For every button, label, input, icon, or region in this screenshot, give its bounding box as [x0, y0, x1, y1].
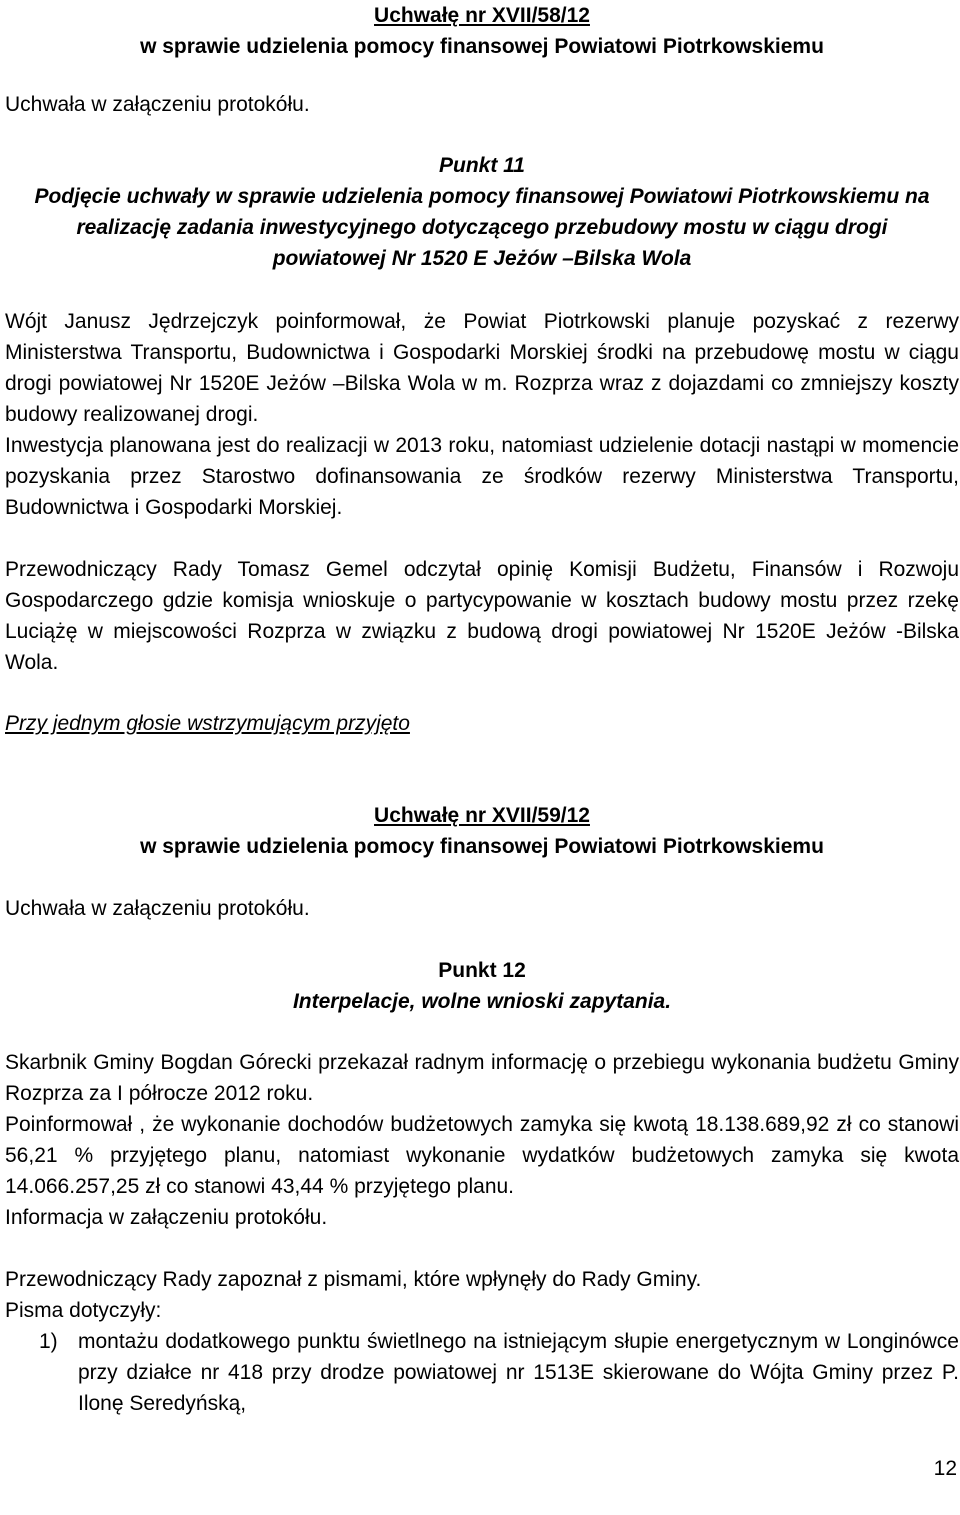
resolution-title: Uchwałę nr XVII/59/12	[374, 804, 590, 827]
page-number: 12	[933, 1457, 957, 1480]
resolution-block-1	[5, 0, 959, 62]
list-item	[5, 1326, 959, 1419]
resolution-title: Uchwałę nr XVII/58/12	[374, 4, 590, 27]
paragraph: Skarbnik Gminy Bogdan Górecki przekazał radnym informację o przebiegu wykonania budżetu Gminy Rozprza za I półrocze 2012 roku.	[5, 1051, 959, 1105]
point-heading: Punkt 11	[439, 154, 525, 177]
paragraph: Informacja w załączeniu protokółu.	[5, 1206, 328, 1229]
point-heading: Punkt 12	[438, 959, 526, 982]
vote-result: Przy jednym głosie wstrzymującym przyjęto	[5, 712, 410, 735]
point-subject-line: realizację zadania inwestycyjnego dotyczącego przebudowy mostu w ciągu drogi	[76, 216, 888, 239]
point-subject-line: powiatowej Nr 1520 E Jeżów –Bilska Wola	[272, 247, 692, 270]
attachment-note: Uchwała w załączeniu protokółu.	[5, 897, 310, 920]
letters-label: Pisma dotyczyły:	[5, 1299, 162, 1322]
paragraph: Wójt Janusz Jędrzejczyk poinformował, że Powiat Piotrkowski planuje pozyskać z rezerwy Ministerstwa Transportu, Budownictwa i Gospodarki Morskiej środki na przebudowę mostu w ciągu drogi powiatowej Nr 1520E Jeżów –Bilska Wola w m. Rozprza wraz z dojazdami co zmniejszy koszty budowy realizowanej drogi.	[5, 310, 959, 426]
paragraph: Przewodniczący Rady Tomasz Gemel odczytał opinię Komisji Budżetu, Finansów i Rozwoju Gospodarczego gdzie komisja wnioskuje o partycypowanie w kosztach budowy mostu przez rzekę Luciążę w miejscowości Rozprza w związku z budową drogi powiatowej Nr 1520E Jeżów -Bilska Wola.	[5, 558, 959, 674]
resolution-subtitle: w sprawie udzielenia pomocy finansowej Powiatowi Piotrkowskiemu	[140, 835, 824, 858]
point-11-body	[5, 306, 959, 523]
vote-result-block	[5, 708, 959, 739]
committee-opinion	[5, 554, 959, 678]
resolution-note	[5, 89, 959, 120]
attachment-note: Uchwała w załączeniu protokółu.	[5, 93, 310, 116]
point-subject: Interpelacje, wolne wnioski zapytania.	[292, 990, 672, 1013]
point-subject-line: Podjęcie uchwały w sprawie udzielenia pomocy finansowej Powiatowi Piotrkowskiemu na	[34, 185, 930, 208]
paragraph: Poinformował , że wykonanie dochodów budżetowych zamyka się kwotą 18.138.689,92 zł co stanowi 56,21 % przyjętego planu, natomiast wykonanie wydatków budżetowych zamyka się kwota 14.066.257,25 zł co stanowi 43,44 % przyjętego planu.	[5, 1113, 959, 1198]
list-item-text: montażu dodatkowego punktu świetlnego na istniejącym słupie energetycznym w Longinówce przy działce nr 418 przy drodze powiatowej nr 1513E skierowane do Wójta Gminy przez P. Ilonę Seredyńską,	[78, 1330, 959, 1415]
resolution-note	[5, 893, 959, 924]
resolution-block-2	[5, 800, 959, 862]
point-11-heading-block	[5, 150, 959, 274]
letters-block	[5, 1264, 959, 1419]
point-12-body	[5, 1047, 959, 1233]
point-12-heading-block	[5, 955, 959, 1017]
paragraph: Przewodniczący Rady zapoznał z pismami, które wpłynęły do Rady Gminy.	[5, 1268, 702, 1291]
paragraph: Inwestycja planowana jest do realizacji w 2013 roku, natomiast udzielenie dotacji nastąpi w momencie pozyskania przez Starostwo dofinansowania ze środków rezerwy Ministerstwa Transportu, Budownictwa i Gospodarki Morskiej.	[5, 434, 959, 519]
list-number: 1)	[39, 1330, 58, 1353]
resolution-subtitle: w sprawie udzielenia pomocy finansowej Powiatowi Piotrkowskiemu	[140, 35, 824, 58]
